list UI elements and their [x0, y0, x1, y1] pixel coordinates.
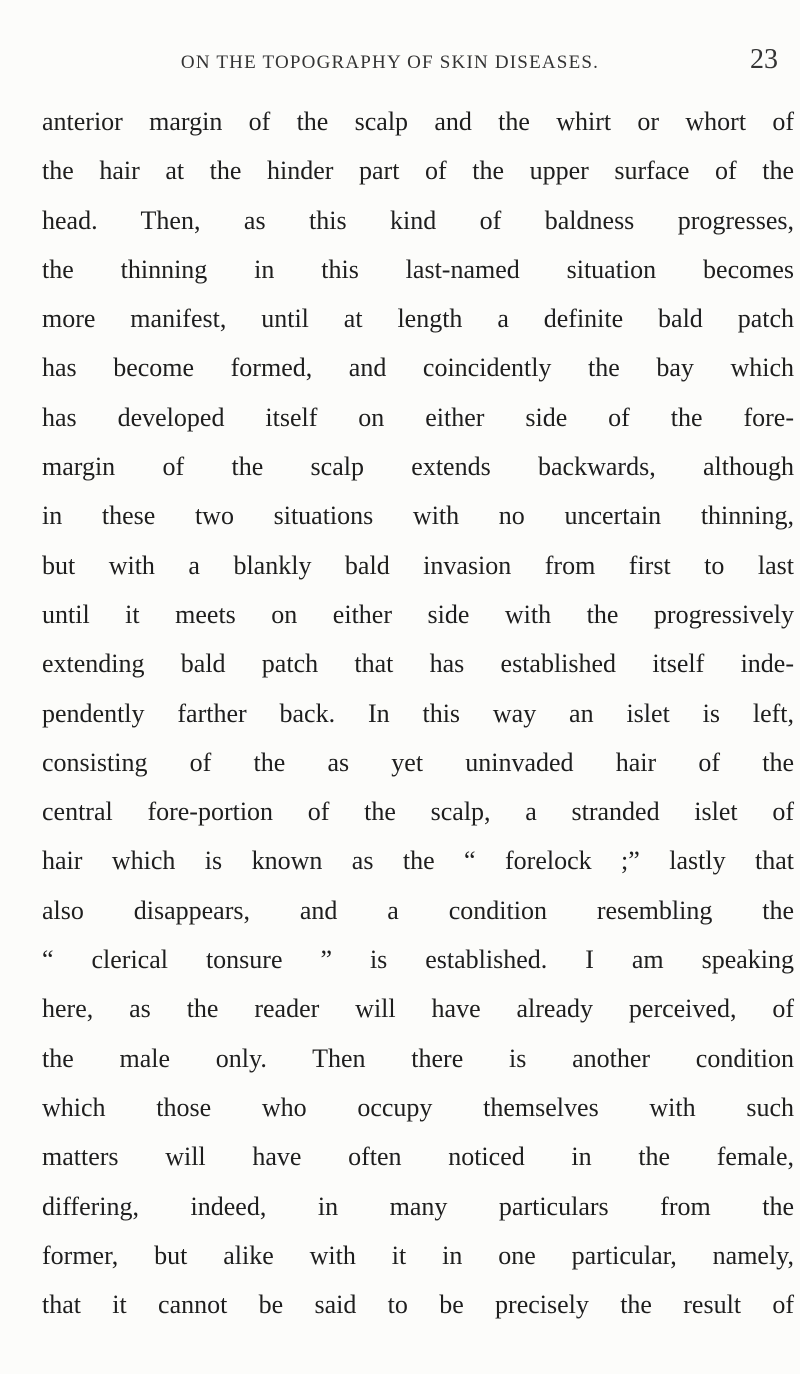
text-line: in these two situations with no uncertain thinning,	[42, 501, 794, 531]
text-line: matters will have often noticed in the female,	[42, 1142, 794, 1172]
text-line: the male only. Then there is another condition	[42, 1043, 794, 1073]
text-line: former, but alike with it in one particular, namely,	[42, 1240, 794, 1270]
text-line: the thinning in this last-named situation becomes	[42, 254, 794, 284]
running-title: ON THE TOPOGRAPHY OF SKIN DISEASES.	[180, 52, 600, 73]
text-line: anterior margin of the scalp and the whirt or whort of	[42, 107, 794, 136]
text-line: here, as the reader will have already perceived, of	[42, 994, 794, 1024]
text-line: has developed itself on either side of the fore-	[42, 402, 794, 432]
text-line: also disappears, and a condition resembling the	[42, 895, 794, 925]
body-text	[42, 102, 794, 1334]
text-line: consisting of the as yet uninvaded hair of the	[42, 747, 794, 777]
text-line: hair which is known as the “ forelock ;” lastly that	[42, 846, 794, 876]
text-line: which those who occupy themselves with such	[42, 1092, 794, 1122]
text-line: “ clerical tonsure ” is established. I am speaking	[42, 945, 794, 975]
text-line: that it cannot be said to be precisely the result of	[42, 1290, 794, 1320]
text-line: the hair at the hinder part of the upper surface of the	[42, 156, 794, 186]
text-line: margin of the scalp extends backwards, although	[42, 452, 794, 482]
text-line: has become formed, and coincidently the bay which	[42, 353, 794, 383]
text-line: central fore-portion of the scalp, a stranded islet of	[42, 797, 794, 827]
text-line: more manifest, until at length a definite bald patch	[42, 304, 794, 334]
text-line: extending bald patch that has established itself inde-	[42, 649, 794, 679]
page-number: 23	[750, 44, 778, 75]
text-line: but with a blankly bald invasion from first to last	[42, 550, 794, 580]
text-line: pendently farther back. In this way an islet is left,	[42, 698, 794, 728]
text-line: until it meets on either side with the progressively	[42, 599, 794, 629]
text-line: head. Then, as this kind of baldness progresses,	[42, 205, 794, 235]
text-line: differing, indeed, in many particulars from the	[42, 1191, 794, 1221]
